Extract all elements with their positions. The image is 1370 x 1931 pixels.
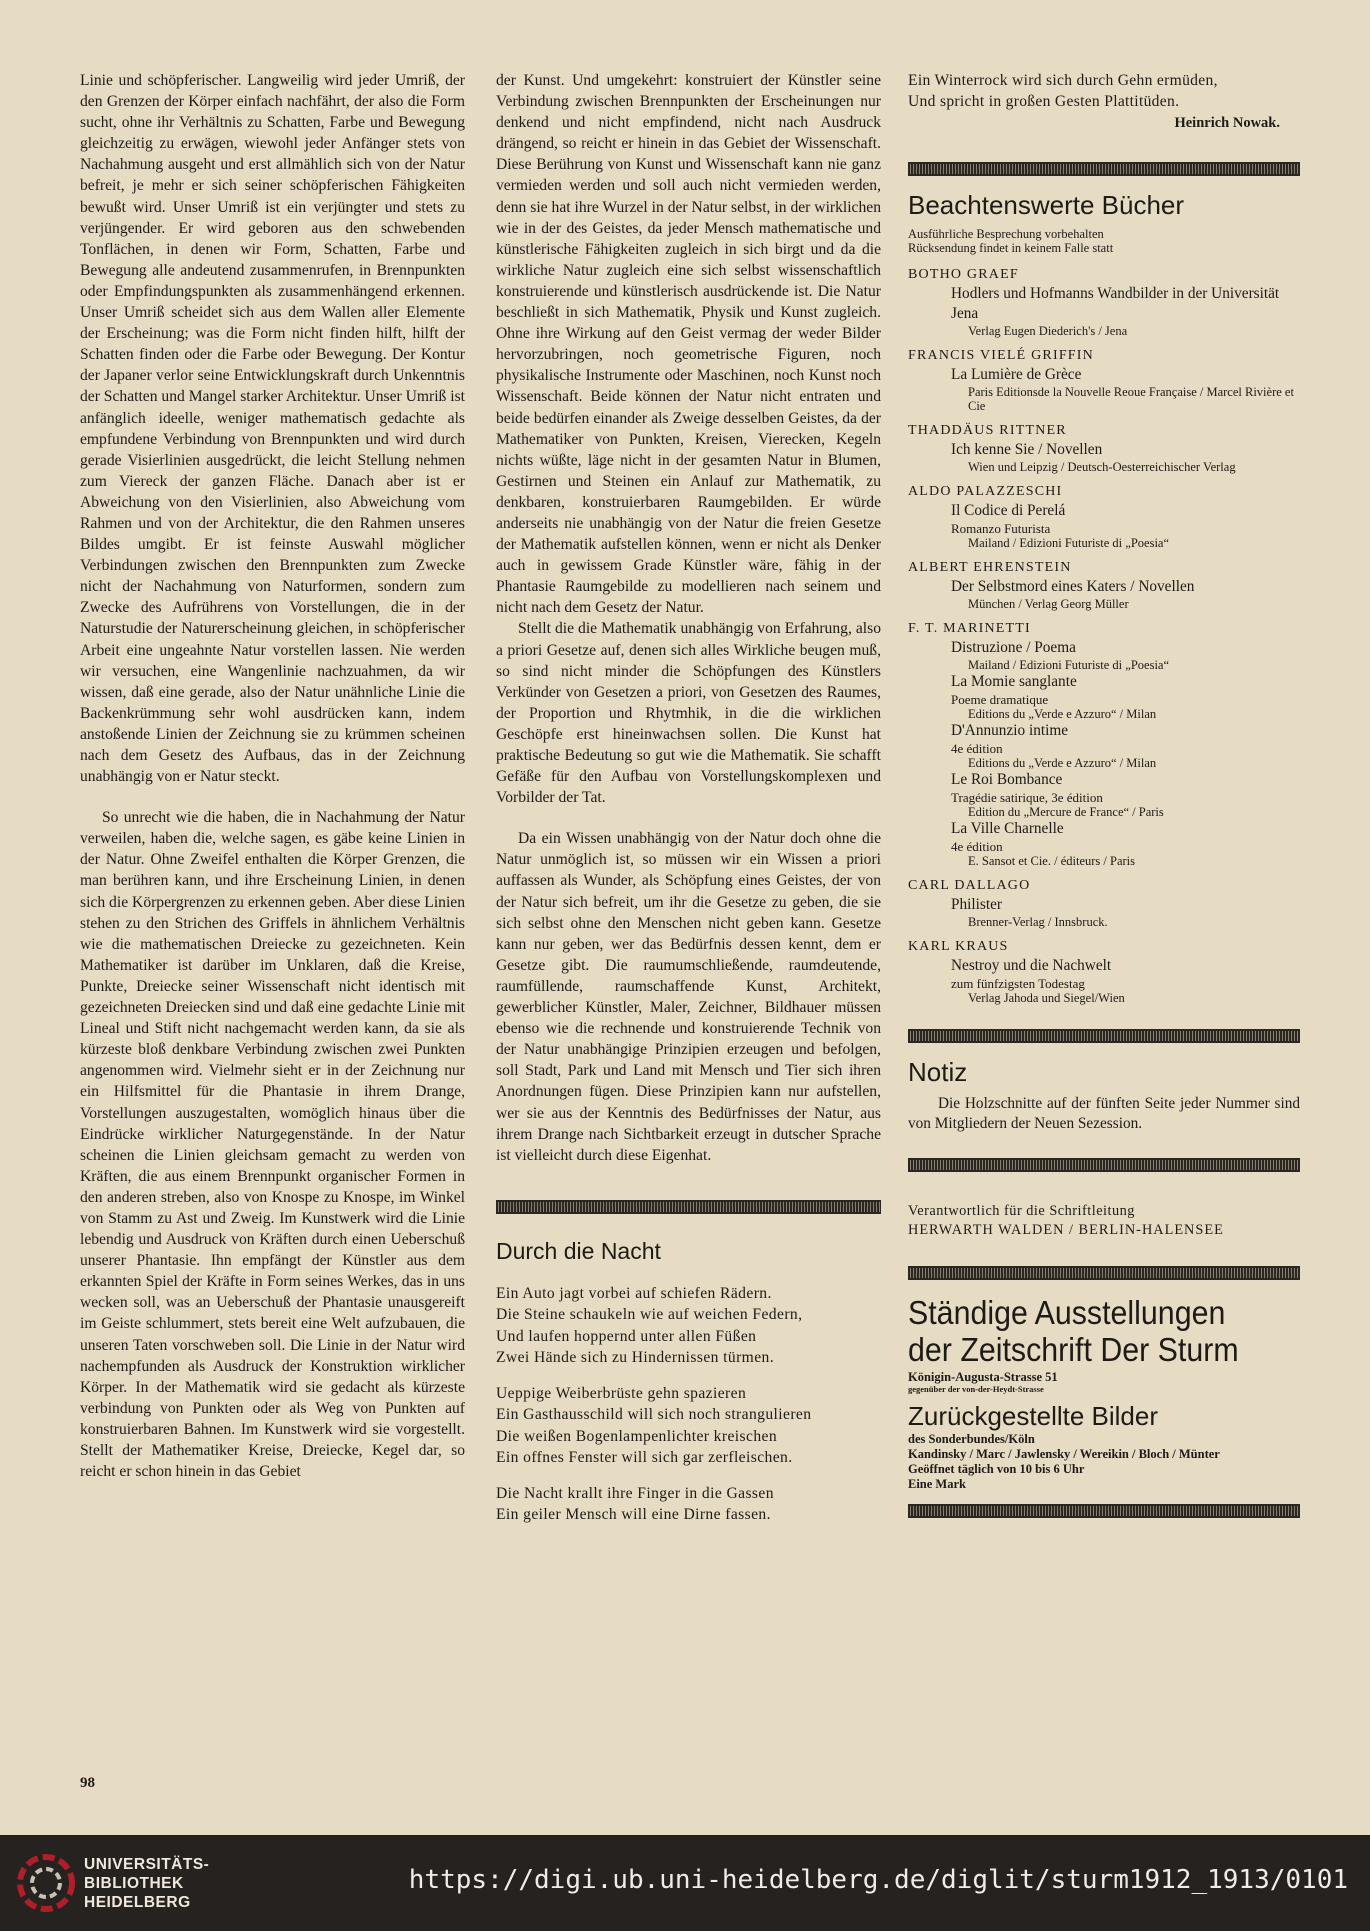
exhibition-subheading: Zurückgestellte Bilder [908, 1401, 1158, 1431]
poem-line: Die Nacht krallt ihre Finger in die Gassen [496, 1484, 774, 1502]
book-publisher: Verlag Eugen Diederich's / Jena [968, 324, 1128, 338]
book-title: Distruzione / Poema [951, 639, 1076, 656]
notiz-text: Die Holzschnitte auf der fünften Seite jeder Nummer sind von Mitgliedern der Neuen Sezession. [908, 1095, 1300, 1132]
book-entry [908, 619, 1300, 868]
poem [496, 1283, 881, 1526]
paragraph: Stellt die die Mathematik unabhängig von Erfahrung, also a priori Gesetze auf, denen sich alles Wirkliche beugen muß, so sind nicht minder die Schöpfungen des Künstlers Verkünder von Gesetzen a priori, von Gesetzen des Raumes, der Proportion und Rhytmhik, in die die wirklichen Geschöpfe erst hineinwachsen sollen. Die Kunst hat praktische Bedeutung so gut wie die Mathematik. Sie schafft Gefäße für den Aufbau von Vorstellungskomplexen und Vorbilder der Tat. [496, 620, 881, 807]
ornamental-divider [908, 1504, 1300, 1518]
book-author: BOTHO GRAEF [908, 267, 1019, 282]
exhibition-line: Kandinsky / Marc / Jawlensky / Wereikin / Bloch / Münter [908, 1447, 1220, 1461]
library-name-line: UNIVERSITÄTS- [84, 1856, 210, 1873]
ornamental-divider [908, 162, 1300, 176]
text-column-left [80, 70, 465, 1482]
book-subtitle: Poeme dramatique [951, 692, 1049, 707]
poem-line: Zwei Hände sich zu Hindernissen türmen. [496, 1349, 775, 1367]
books-note: Rücksendung findet in keinem Falle statt [908, 241, 1114, 255]
book-author: F. T. MARINETTI [908, 621, 1031, 636]
exhibition-ad [908, 1294, 1300, 1492]
notiz-heading: Notiz [908, 1057, 968, 1087]
book-publisher: E. Sansot et Cie. / éditeurs / Paris [968, 854, 1135, 868]
poem-title: Durch die Nacht [496, 1237, 661, 1264]
ornamental-divider [908, 1029, 1300, 1043]
exhibition-line: des Sonderbundes/Köln [908, 1432, 1035, 1446]
library-name-line: HEIDELBERG [84, 1894, 191, 1911]
book-publisher: Paris Editionsde la Nouvelle Reoue Française / Marcel Rivière et Cie [968, 385, 1294, 413]
book-subtitle: Tragédie satirique, 3e édition [951, 790, 1103, 805]
book-subtitle: 4e édition [951, 741, 1003, 756]
book-title: Il Codice di Perelá [951, 502, 1066, 519]
book-publisher: Edition du „Mercure de France“ / Paris [968, 805, 1164, 819]
text-column-right [908, 70, 1300, 1532]
book-title: Ich kenne Sie / Novellen [951, 441, 1103, 458]
book-title: La Momie sanglante [951, 673, 1077, 690]
book-publisher: Wien und Leipzig / Deutsch-Oesterreichischer Verlag [968, 460, 1236, 474]
motto-line: Und spricht in großen Gesten Plattitüden. [908, 93, 1180, 110]
exhibition-heading: Ständige Ausstellungen [908, 1294, 1226, 1331]
paragraph: der Kunst. Und umgekehrt: konstruiert der Künstler seine Verbindung zwischen Brennpunkten der Erscheinungen nur denkend und nicht empfindend, nicht nach Ausdruck drängend, so reicht er hinein in das Gebiet der Wissenschaft. Diese Berührung von Kunst und Wissenschaft kann nie ganz vermieden werden und soll auch nicht vermieden werden, denn sie hat ihre Wurzel in der Natur selbst, in der wirklichen wie in der des Geistes, da jeder Mensch mathematische und künstlerische Fähigkeiten zugleich in sich birgt und da die wirkliche Natur zugleich eine sich selbst wissenschaftlich konstruierende und künstlerisch ausdrückende ist. Die Natur beschließt in sich Mathematik, Physik und Kunst zugleich. Ohne ihre Wirkung auf den Geist vermag der weder Bilder hervorzubringen, noch geometrische Figuren, noch physikalische Instrumente oder Maschinen, noch Kunst noch Wissenschaft. Beide können der Natur nicht entraten und beide bedürfen einander als Zweige desselben Geistes, da der Mathematiker von Punkten, Kreisen, Vierecken, Kegeln nichts wüßte, läge nicht in der gesamten Natur in Blumen, Gestirnen und Steinen ein Anlauf zur Mathematik, zu denkbaren, konstruierbaren Raumgebilden. Er würde anderseits nie unabhängig von der Natur die freien Gesetze der Mathematik aufstellen können, wenn er nicht als Denker auch in gewissem Grade Künstler wäre, fähig in der Phantasie Raumgebilde zu modellieren nach seinem und nicht nach dem Gesetz der Natur. [496, 72, 881, 617]
book-publisher: Mailand / Edizioni Futuriste di „Poesia“ [968, 536, 1170, 550]
responsible-name: HERWARTH WALDEN / BERLIN-HALENSEE [908, 1222, 1224, 1238]
exhibition-address-note: gegenüber der von-der-Heydt-Strasse [908, 1384, 1044, 1394]
motto-line: Ein Winterrock wird sich durch Gehn ermüden, [908, 72, 1218, 89]
exhibition-line: Geöffnet täglich von 10 bis 6 Uhr [908, 1462, 1085, 1476]
book-author: THADDÄUS RITTNER [908, 423, 1067, 438]
book-author: CARL DALLAGO [908, 878, 1031, 893]
poem-line: Ein geiler Mensch will eine Dirne fassen. [496, 1506, 771, 1524]
book-publisher: Editions du „Verde e Azzuro“ / Milan [968, 756, 1157, 770]
poem-line: Und laufen hoppernd unter allen Füßen [496, 1327, 757, 1345]
paragraph: Da ein Wissen unabhängig von der Natur doch ohne die Natur unmöglich ist, so müssen wir ein Wissen a priori auffassen als Wunder, als Schöpfung eines Geistes, der von der Natur sich befreit, um ihr die Gesetze zu geben, die sie sich selbst ohne den Menschen nicht geben kann. Gesetze kann nur geben, wer das Bedürfnis dessen kennt, dem er Gesetze gibt. Die raumumschließende, raumdeutende, raumfüllende, raumschaffende Kunst, Architekt, gewerblicher Künstler, Maler, Zeichner, Bildhauer müssen ebenso wie die rechnende und konstruierende Technik von der Natur unabhängige Prinzipien erzeugen und befolgen, soll Stadt, Park und Land mit Mensch und Tier sich ihren Anordnungen fügen. Diese Prinzipien kann nur aufstellen, wer sie aus der Kenntnis des Bedürfnisses der Natur, aus ihrem Drange nach Sichtbarkeit erzeugt in dutscher Sprache ist vielleicht durch diese Eigenhat. [496, 830, 881, 1164]
book-publisher: München / Verlag Georg Müller [968, 597, 1129, 611]
book-title: La Lumière de Grèce [951, 366, 1082, 383]
book-entry [908, 346, 1300, 413]
poem-line: Die Steine schaukeln wie auf weichen Federn, [496, 1306, 803, 1324]
book-subtitle: 4e édition [951, 839, 1003, 854]
book-publisher: Verlag Jahoda und Siegel/Wien [968, 991, 1125, 1005]
book-title: D'Annunzio intime [951, 722, 1069, 739]
permalink-url[interactable]: https://digi.ub.uni-heidelberg.de/diglit/sturm1912_1913/0101 [408, 1865, 1348, 1895]
library-logo-icon [16, 1853, 76, 1913]
book-title: Philister [951, 896, 1002, 913]
book-title: La Ville Charnelle [951, 820, 1064, 837]
book-subtitle: zum fünfzigsten Todestag [951, 976, 1085, 991]
poem-line: Die weißen Bogenlampenlichter kreischen [496, 1427, 778, 1445]
book-entry [908, 937, 1300, 1005]
books-note: Ausführliche Besprechung vorbehalten [908, 227, 1104, 241]
poem-line: Ein offnes Fenster will sich gar zerfleischen. [496, 1449, 793, 1467]
book-publisher: Mailand / Edizioni Futuriste di „Poesia“ [968, 658, 1170, 672]
book-entry [908, 421, 1300, 474]
book-author: KARL KRAUS [908, 939, 1009, 954]
book-list [908, 265, 1300, 1005]
viewer-footer [0, 1835, 1370, 1931]
page-number: 98 [80, 1775, 95, 1791]
book-title: Der Selbstmord eines Katers / Novellen [951, 578, 1195, 595]
poem-line: Ein Auto jagt vorbei auf schiefen Rädern. [496, 1284, 772, 1302]
book-entry [908, 876, 1300, 929]
book-subtitle: Romanzo Futurista [951, 521, 1051, 536]
text-column-middle [496, 70, 881, 1526]
book-author: FRANCIS VIELÉ GRIFFIN [908, 348, 1094, 363]
book-entry [908, 482, 1300, 550]
exhibition-line: Eine Mark [908, 1477, 966, 1491]
books-heading: Beachtenswerte Bücher [908, 190, 1185, 220]
motto-author: Heinrich Nowak. [1174, 115, 1280, 131]
exhibition-heading: der Zeitschrift Der Sturm [908, 1331, 1239, 1368]
ornamental-divider [908, 1266, 1300, 1280]
book-publisher: Brenner-Verlag / Innsbruck. [968, 915, 1108, 929]
book-author: ALBERT EHRENSTEIN [908, 560, 1072, 575]
book-title: Hodlers und Hofmanns Wandbilder in der Universität Jena [951, 285, 1280, 322]
paragraph: So unrecht wie die haben, die in Nachahmung der Natur verweilen, haben die, welche sagen, es gäbe keine Linien in der Natur. Ohne Zweifel enthalten die Körper Grenzen, die man berühren kann, und ihre Erscheinung Linien, in denen sich die Körpergrenzen zu erkennen geben. Aber diese Linien stehen zu den Strichen des Griffels in ähnlichem Verhältnis wie die mathematischen Dreiecke zu gezeichneten. Kein Mathematiker ist darüber im Unklaren, daß die Kreise, Punkte, Dreiecke seiner Wissenschaft nicht identisch mit gezeichneten Dreiecken sind und daß eine gedachte Linie mit Lineal und Stift nicht nachgemacht werden kann, da sie als kürzeste bloß denkbare Verbindung zwischen zwei Punkten angenommen wird. Vielmehr sieht er in der Zeichnung nur ein Hilfsmittel für die Phantasie in ihrem Drange, Vorstellungen auszugestalten, womöglich hinaus über die Eindrücke wirklicher Naturgegenstände. In der Natur scheinen die Linien gleichsam gemacht zu werden von Kräften, die aus einem Brennpunkt organischer Formen in den anderen streben, also von Knospe zu Knospe, im Winkel von Stamm zu Ast und Zweig. Im Kunstwerk wird die Linie lebendig und Ausdruck von Kräften durch einen Ueberschuß unserer Phantasie. Ihn empfängt der Künstler aus dem erkannten Spiel der Kräfte in Form seines Werkes, das in uns wecken soll, was an Ueberschuß der Phantasie unausgereift im Geiste schlummert, stets bereit eine Welt aufzubauen, die unseren Taten vorschweben soll. Die Linie in der Natur wird nachempfunden als Ausdruck der Konstruktion wirklicher Körper. In der Mathematik wird sie gedacht als kürzeste verbindung von Punkten oder als Weg von Punkten auf konstruierbaren Bahnen. Im Kunstwerk wird sie vorgestellt. Stellt der Mathematiker Kreise, Dreiecke, Kegel dar, so reicht er schon hinein in das Gebiet [80, 809, 465, 1481]
library-name[interactable] [84, 1855, 209, 1912]
responsible-label: Verantwortlich für die Schriftleitung [908, 1203, 1135, 1219]
motto [908, 70, 1300, 132]
book-publisher: Editions du „Verde e Azzuro“ / Milan [968, 707, 1157, 721]
book-entry [908, 558, 1300, 611]
library-name-line: BIBLIOTHEK [84, 1875, 184, 1892]
paragraph: Linie und schöpferischer. Langweilig wird jeder Umriß, der den Grenzen der Körper einfach nachfährt, der also die Form sucht, ohne ihr Verhältnis zu Schatten, Farbe und Bewegung gleichzeitig zu erwägen, wiewohl jeder Anfänger stets von Nachahmung ausgeht und erst allmählich sich von der Natur befreit, je mehr er sich seiner schöpferischen Fähigkeiten bewußt wird. Unser Umriß ist ein verjüngter und stets zu verjüngender. Er wird geboren aus den schwebenden Tonflächen, in denen wir Form, Schatten, Farbe und Bewegung alle andeutend zusammenrufen, in Brennpunkten oder Empfindungspunkten als zusammenhängend erkennen. Unser Umriß scheidet sich aus dem Wallen aller Elemente der Erscheinung; was die Form nicht finden hilft, hilft der Schatten finden oder die Farbe oder Bewegung. Der Kontur der Japaner verlor seine Entwicklungskraft durch Unkenntnis der Schatten und Mangel starker Architektur. Unser Umriß ist anfänglich ideelle, weniger mathematisch gedachte als empfundene Verbindung von Brennpunkten und wird durch gerade Visierlinien ausgedrückt, die leicht Stellung nehmen zum Viereck der ganzen Fläche. Danach aber ist er Abweichung von den Visierlinien, also Abweichung vom Rahmen und von der Architektur, die den Rahmen unseres Bildes umgibt. Er ist feinste Auswahl möglicher Verbindungen zwischen den Brennpunkten zum Zwecke nicht der Nachahmung von Naturformen, sondern zum Zwecke des Aufrührens von Vorstellungen, die in der Naturstudie der Naturerscheinung gleichen, in schöpferischer Arbeit eine ungeahnte Natur vorstellen lassen. Nie werden wir versuchen, eine Wangenlinie nachzuahmen, da wir wissen, daß eine gerade, also der Natur unähnliche Linie die Backenkrümmung sehr wohl ausdrücken kann, indem anstoßende Linien der Zeichnung sie zu krümmen scheinen nach dem Gesetz des Aufbaus, das in der Zeichnung unabhängig von er Natur steckt. [80, 72, 465, 786]
book-title: Le Roi Bombance [951, 771, 1063, 788]
exhibition-address: Königin-Augusta-Strasse 51 [908, 1370, 1058, 1384]
book-title: Nestroy und die Nachwelt [951, 957, 1112, 974]
ornamental-divider [496, 1200, 881, 1214]
poem-line: Ueppige Weiberbrüste gehn spazieren [496, 1384, 747, 1402]
book-entry [908, 265, 1300, 338]
poem-line: Ein Gasthausschild will sich noch strangulieren [496, 1406, 812, 1424]
book-author: ALDO PALAZZESCHI [908, 484, 1063, 499]
ornamental-divider [908, 1158, 1300, 1172]
